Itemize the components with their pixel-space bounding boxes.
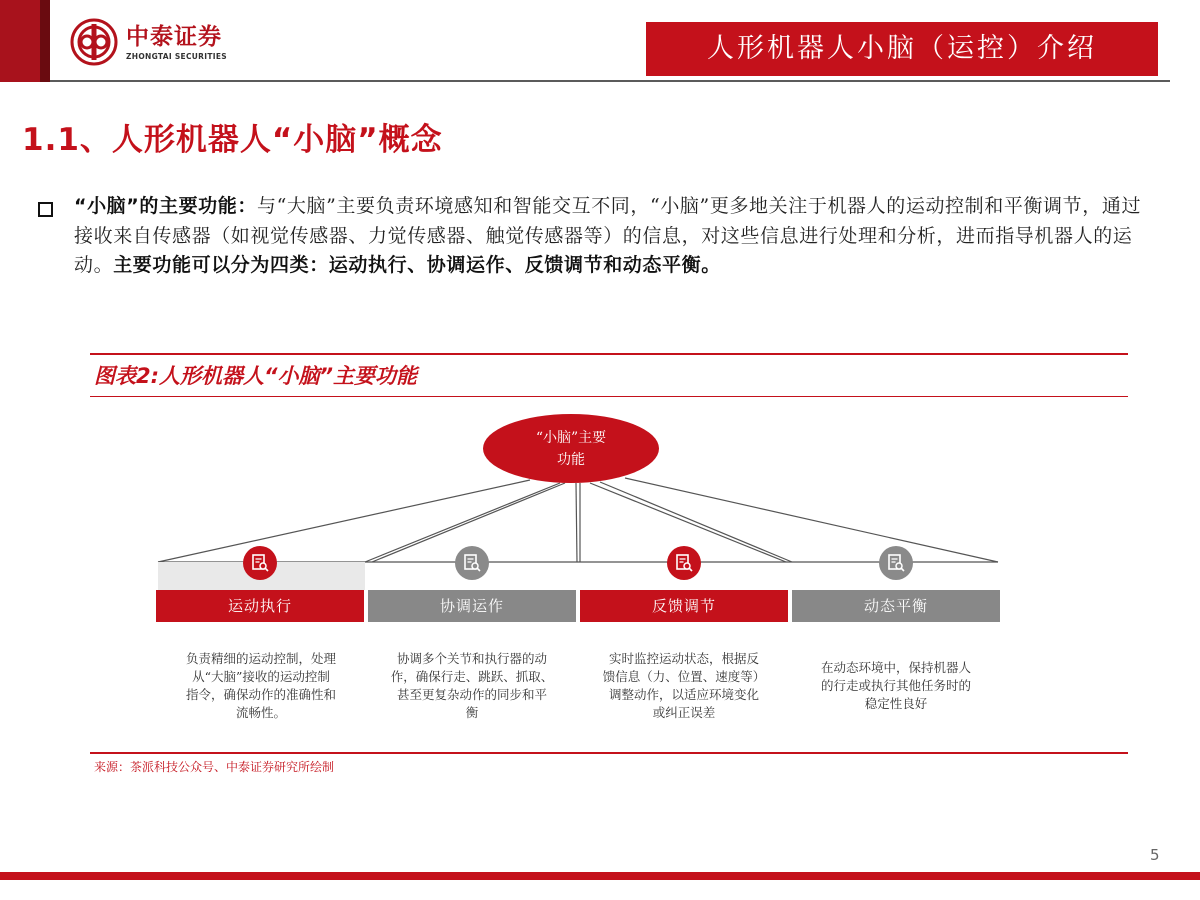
- desc-line: 稳定性良好: [864, 696, 928, 711]
- center-label-line1: “小脑”主要: [535, 430, 607, 446]
- function-desc-2: [368, 650, 576, 722]
- footer-bar: [0, 872, 1200, 880]
- desc-line: 从“大脑”接收的运动控制: [192, 669, 330, 684]
- center-label-line2: 功能: [557, 452, 585, 468]
- function-desc-3: [580, 650, 788, 722]
- desc-line: 协调多个关节和执行器的动: [396, 651, 547, 666]
- function-4-circle: [879, 546, 913, 580]
- desc-line: 馈信息（力、位置、速度等）: [602, 669, 766, 684]
- body-emphasis: 主要功能可以分为四类：运动执行、协调运作、反馈调节和动态平衡。: [113, 254, 721, 276]
- function-1-circle: [243, 546, 277, 580]
- function-label-3: 反馈调节: [580, 590, 788, 622]
- figure-source: 来源：茶派科技公众号、中泰证券研究所绘制: [94, 760, 335, 774]
- desc-line: 指令，确保动作的准确性和: [185, 687, 336, 702]
- brand-name-cn: 中泰证券: [126, 23, 222, 50]
- header-title: 人形机器人小脑（运控）介绍: [646, 22, 1158, 76]
- document-search-icon: [886, 553, 906, 573]
- function-desc-4: [792, 659, 1000, 713]
- figure-title: 图表2:人形机器人“小脑”主要功能: [94, 364, 418, 388]
- function-label-2: 协调运作: [368, 590, 576, 622]
- function-3-circle: [667, 546, 701, 580]
- body-lead: “小脑”的主要功能：: [74, 195, 257, 217]
- desc-line: 的行走或执行其他任务时的: [820, 678, 971, 693]
- desc-line: 衡: [465, 705, 479, 720]
- function-desc-1: [158, 650, 364, 722]
- section-title: 1.1、人形机器人“小脑”概念: [22, 122, 443, 158]
- page-number: 5: [1150, 846, 1160, 864]
- body-text: 与“大脑”主要负责环境感知和智能交互不同，“小脑”更多地关注于机器人的运动控制和平衡调节，通过接收来自传感器（如视觉传感器、力觉传感器、触觉传感器等）的信息，对这些信息进行处理和分析，进而指导机器人的运动。: [74, 195, 1142, 276]
- document-search-icon: [674, 553, 694, 573]
- desc-line: 流畅性。: [235, 705, 286, 720]
- desc-line: 或纠正误差: [652, 705, 716, 720]
- brand-name-en: ZHONGTAI SECURITIES: [126, 51, 227, 61]
- center-function-oval: [483, 414, 659, 483]
- desc-line: 实时监控运动状态，根据反: [608, 651, 759, 666]
- desc-line: 调整动作，以适应环境变化: [608, 687, 759, 702]
- document-search-icon: [250, 553, 270, 573]
- desc-line: 作，确保行走、跳跃、抓取、: [390, 669, 554, 684]
- desc-line: 甚至更复杂动作的同步和平: [396, 687, 547, 702]
- function-label-4: 动态平衡: [792, 590, 1000, 622]
- desc-line: 负责精细的运动控制，处理: [185, 651, 336, 666]
- document-search-icon: [462, 553, 482, 573]
- desc-line: 在动态环境中，保持机器人: [820, 660, 971, 675]
- function-2-circle: [455, 546, 489, 580]
- figure-bottom-rule: [90, 752, 1128, 754]
- function-label-1: 运动执行: [156, 590, 364, 622]
